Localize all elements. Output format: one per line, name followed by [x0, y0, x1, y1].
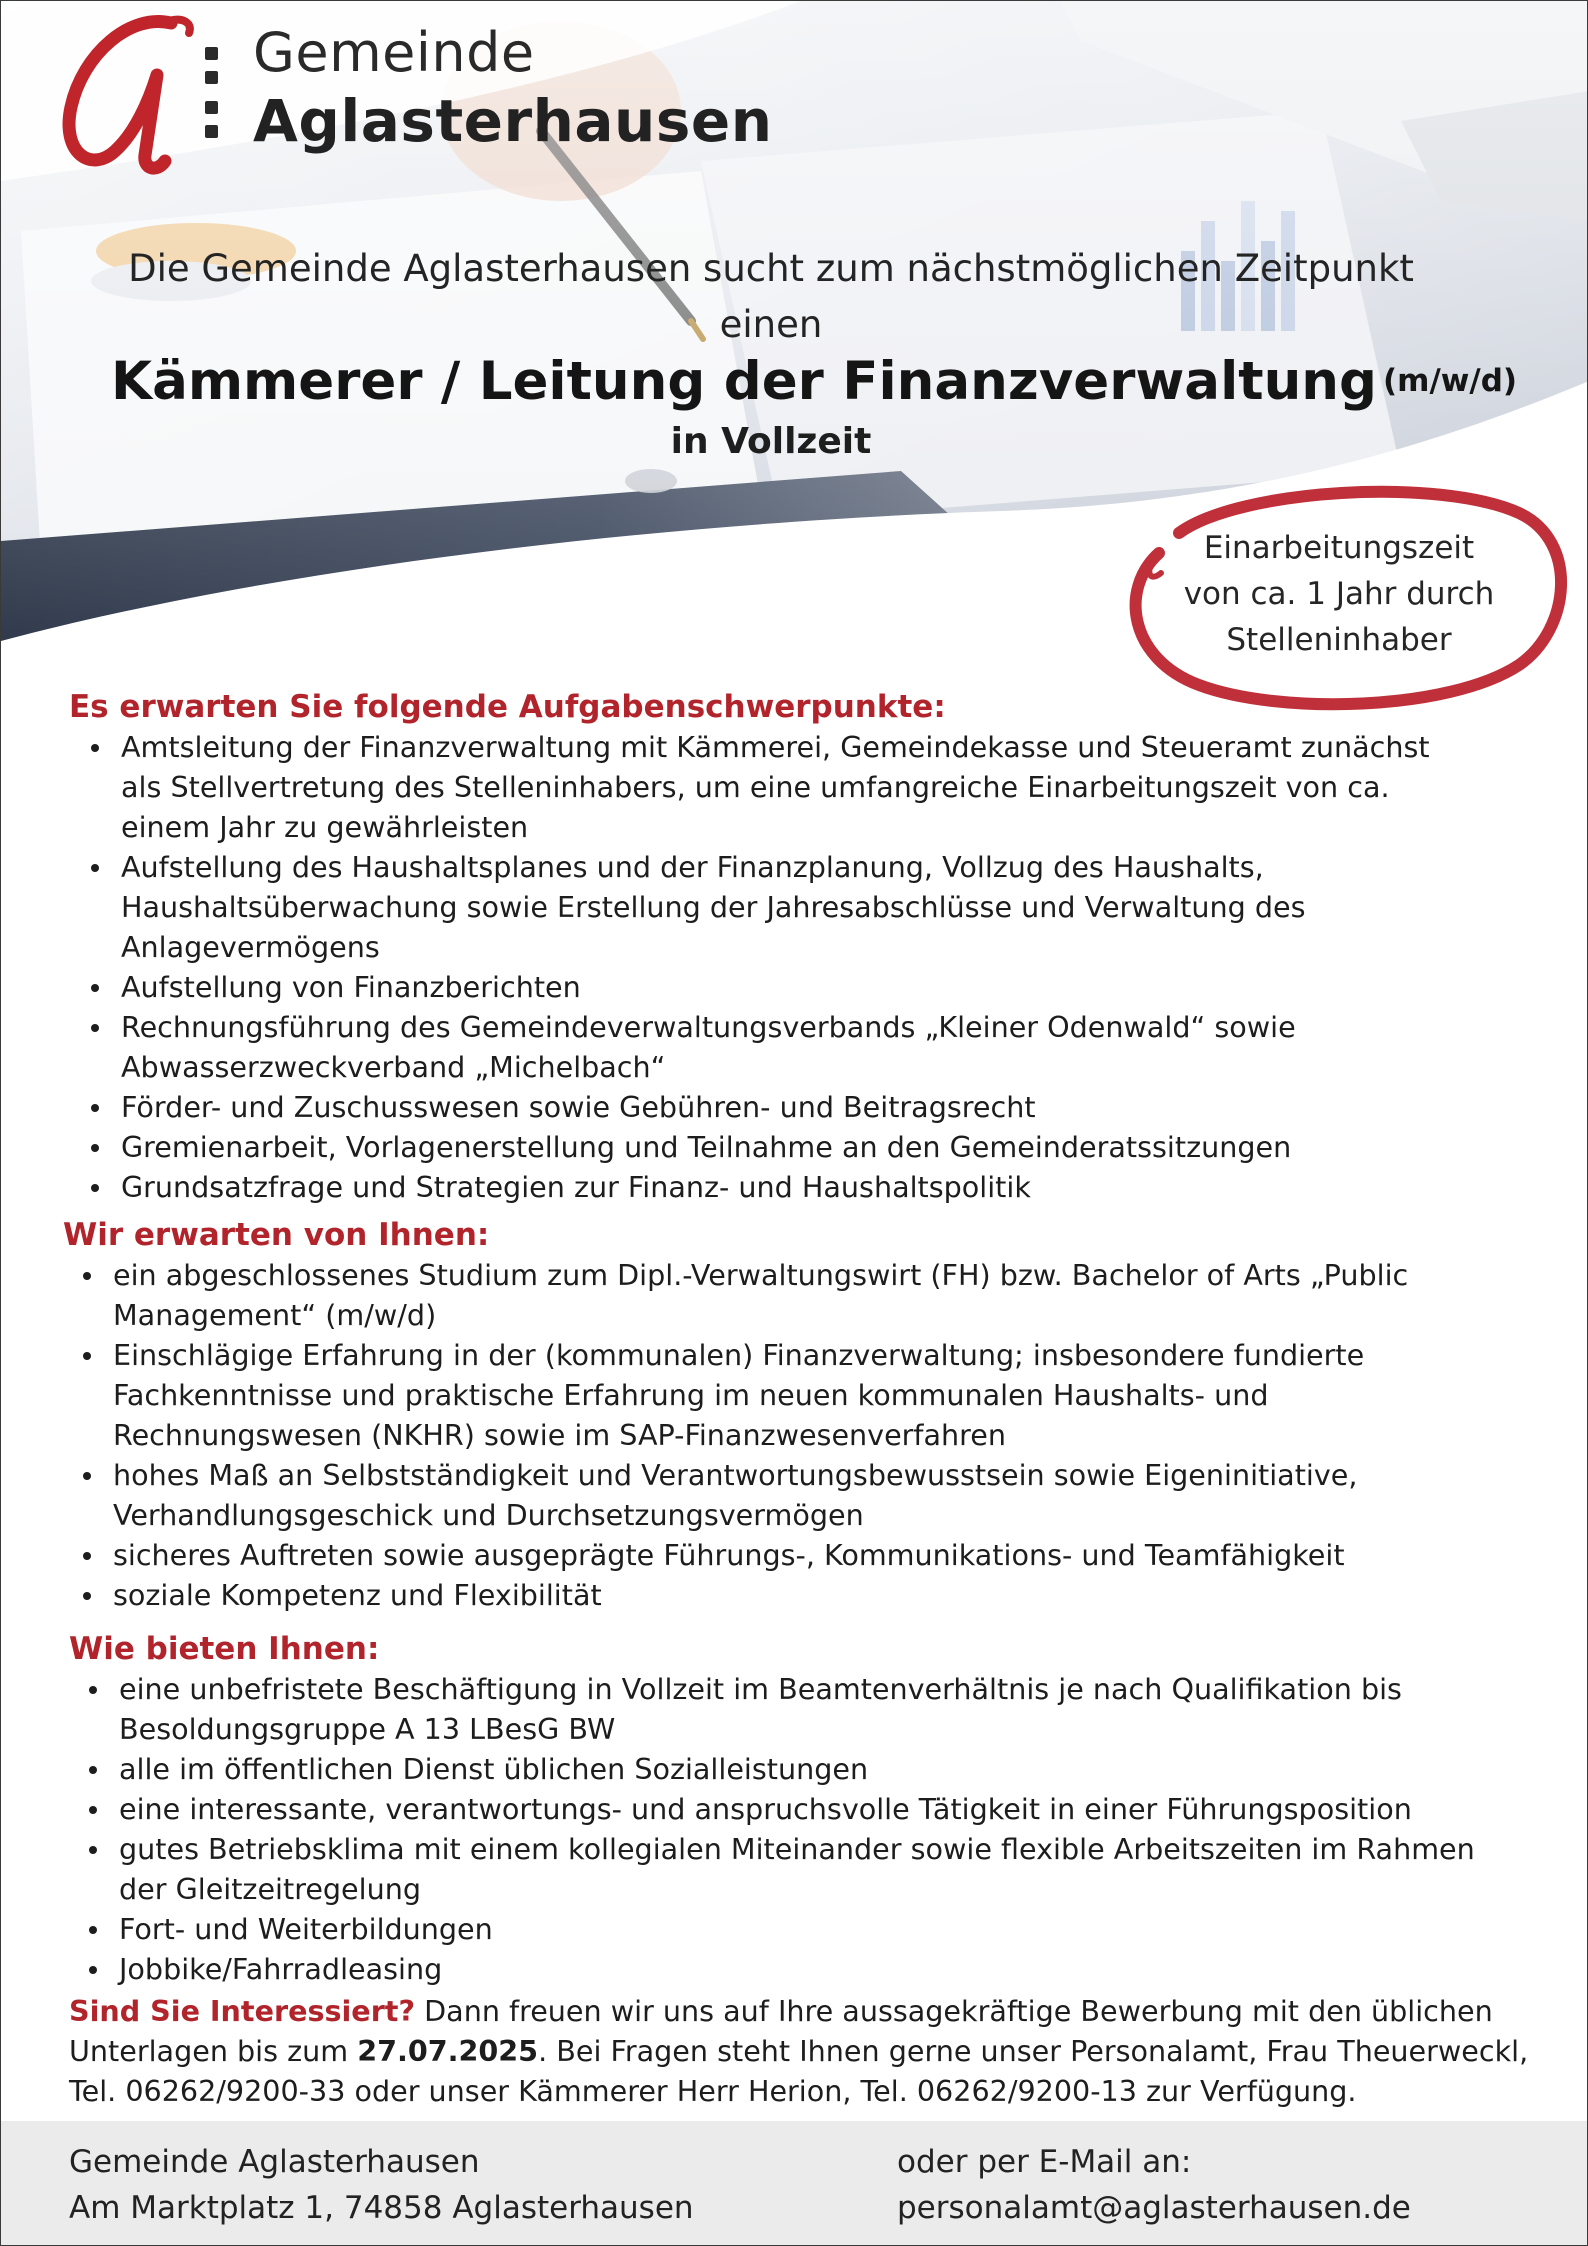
list-item-line: gutes Betriebsklima mit einem kollegialen Miteinander sowie flexible Arbeitszeiten im Rahmen: [119, 1832, 1475, 1866]
job-title-text: Kämmerer / Leitung der Finanzverwaltung: [111, 351, 1377, 412]
list-item: [65, 1575, 1588, 1615]
list-item: [73, 847, 1588, 967]
list-item: [73, 1087, 1588, 1127]
list-item-line: Verhandlungsgeschick und Durchsetzungsvermögen: [113, 1498, 864, 1532]
list-item-line: eine unbefristete Beschäftigung in Vollzeit im Beamtenverhältnis je nach Qualifikation bis: [119, 1672, 1402, 1706]
application-deadline: 27.07.2025: [357, 2034, 539, 2068]
list-item: [65, 1255, 1588, 1335]
list-item: [65, 1535, 1588, 1575]
list-item: [71, 1789, 1588, 1829]
closing-line: [69, 1991, 1559, 2031]
closing-line: Tel. 06262/9200-33 oder unser Kämmerer Herr Herion, Tel. 06262/9200-13 zur Verfügung.: [69, 2074, 1357, 2108]
closing-text: Unterlagen bis zum: [69, 2034, 358, 2068]
list-item-line: Rechnungswesen (NKHR) sowie im SAP-Finanzwesenverfahren: [113, 1418, 1006, 1452]
list-item-line: alle im öffentlichen Dienst üblichen Sozialleistungen: [119, 1752, 869, 1786]
list-item-line: Amtsleitung der Finanzverwaltung mit Kämmerei, Gemeindekasse und Steueramt zunächst: [121, 730, 1430, 764]
list-item-line: Anlagevermögens: [121, 930, 380, 964]
footer: [1, 2121, 1588, 2246]
employment-type: in Vollzeit: [670, 421, 872, 462]
email-contact: [897, 2139, 1411, 2231]
list-item-line: ein abgeschlossenes Studium zum Dipl.-Verwaltungswirt (FH) bzw. Bachelor of Arts „Public: [113, 1258, 1409, 1292]
job-title-suffix: (m/w/d): [1382, 363, 1518, 399]
address-name: Gemeinde Aglasterhausen: [69, 2144, 480, 2180]
list-item-line: Jobbike/Fahrradleasing: [119, 1952, 443, 1986]
postal-address: [69, 2139, 694, 2231]
list-item-line: Aufstellung des Haushaltsplanes und der Finanzplanung, Vollzug des Haushalts,: [121, 850, 1264, 884]
list-item: [71, 1669, 1588, 1749]
requirements-list: [65, 1255, 1588, 1615]
email-label: oder per E-Mail an:: [897, 2144, 1192, 2180]
list-item-line: der Gleitzeitregelung: [119, 1872, 421, 1906]
list-item-line: Fachkenntnisse und praktische Erfahrung im neuen kommunalen Haushalts- und: [113, 1378, 1269, 1412]
list-item-line: Abwasserzweckverband „Michelbach“: [121, 1050, 666, 1084]
offers-heading: Wie bieten Ihnen:: [69, 1631, 380, 1667]
list-item: [71, 1949, 1588, 1989]
intro-line: Die Gemeinde Aglasterhausen sucht zum nächstmöglichen Zeitpunkt: [128, 247, 1414, 290]
list-item-line: Aufstellung von Finanzberichten: [121, 970, 581, 1004]
offers-list: [71, 1669, 1588, 1989]
list-item-line: Einschlägige Erfahrung in der (kommunalen) Finanzverwaltung; insbesondere fundierte: [113, 1338, 1365, 1372]
closing-text: Dann freuen wir uns auf Ihre aussagekräftige Bewerbung mit den üblichen: [415, 1994, 1493, 2028]
list-item-line: einem Jahr zu gewährleisten: [121, 810, 529, 844]
list-item-line: Rechnungsführung des Gemeindeverwaltungsverbands „Kleiner Odenwald“ sowie: [121, 1010, 1296, 1044]
list-item: [71, 1909, 1588, 1949]
logo-colon: [205, 47, 219, 137]
offers-section: [1, 1629, 1588, 1989]
tasks-list: [73, 727, 1588, 1207]
list-item-line: Fort- und Weiterbildungen: [119, 1912, 493, 1946]
list-item-line: Haushaltsüberwachung sowie Erstellung der Jahresabschlüsse und Verwaltung des: [121, 890, 1306, 924]
list-item: [71, 1749, 1588, 1789]
list-item-line: Management“ (m/w/d): [113, 1298, 437, 1332]
stamp-line: Einarbeitungszeit: [1203, 530, 1475, 566]
logo-text-gemeinde: Gemeinde: [253, 21, 535, 84]
list-item: [65, 1335, 1588, 1455]
email-link[interactable]: personalamt@aglasterhausen.de: [897, 2190, 1411, 2226]
onboarding-stamp: [1119, 479, 1571, 719]
list-item-line: Gremienarbeit, Vorlagenerstellung und Teilnahme an den Gemeinderatssitzungen: [121, 1130, 1292, 1164]
list-item-line: sicheres Auftreten sowie ausgeprägte Führungs-, Kommunikations- und Teamfähigkeit: [113, 1538, 1345, 1572]
tasks-section: [1, 687, 1588, 1207]
list-item: [65, 1455, 1588, 1535]
stamp-line: von ca. 1 Jahr durch: [1183, 576, 1495, 612]
logo-mark-icon: [53, 5, 213, 181]
tasks-heading: Es erwarten Sie folgende Aufgabenschwerpunkte:: [69, 689, 946, 725]
address-street: Am Marktplatz 1, 74858 Aglasterhausen: [69, 2190, 694, 2226]
closing-lead: Sind Sie Interessiert?: [69, 1994, 416, 2028]
list-item: [73, 967, 1588, 1007]
requirements-heading: Wir erwarten von Ihnen:: [63, 1217, 490, 1253]
list-item-line: Besoldungsgruppe A 13 LBesG BW: [119, 1712, 616, 1746]
list-item-line: Grundsatzfrage und Strategien zur Finanz- und Haushaltspolitik: [121, 1170, 1031, 1204]
list-item: [73, 1007, 1588, 1087]
job-title: [111, 351, 1517, 412]
closing-text: . Bei Fragen steht Ihnen gerne unser Personalamt, Frau Theuerweckl,: [538, 2034, 1529, 2068]
closing-line: [69, 2031, 1559, 2071]
requirements-section: [1, 1215, 1588, 1615]
list-item-line: soziale Kompetenz und Flexibilität: [113, 1578, 602, 1612]
list-item-line: hohes Maß an Selbstständigkeit und Verantwortungsbewusstsein sowie Eigeninitiative,: [113, 1458, 1358, 1492]
intro-line-einen: einen: [719, 303, 823, 346]
list-item-line: eine interessante, verantwortungs- und anspruchsvolle Tätigkeit in einer Führungsposition: [119, 1792, 1412, 1826]
closing-paragraph: [69, 1991, 1559, 2111]
list-item-line: Förder- und Zuschusswesen sowie Gebühren- und Beitragsrecht: [121, 1090, 1036, 1124]
logo-text-aglasterhausen: Aglasterhausen: [253, 87, 773, 155]
list-item: [73, 1127, 1588, 1167]
list-item-line: als Stellvertretung des Stelleninhabers, um eine umfangreiche Einarbeitungszeit von ca.: [121, 770, 1390, 804]
list-item: [71, 1829, 1588, 1909]
stamp-line: Stelleninhaber: [1226, 622, 1452, 658]
stamp-text: [1159, 525, 1519, 663]
list-item: [73, 727, 1588, 847]
list-item: [73, 1167, 1588, 1207]
